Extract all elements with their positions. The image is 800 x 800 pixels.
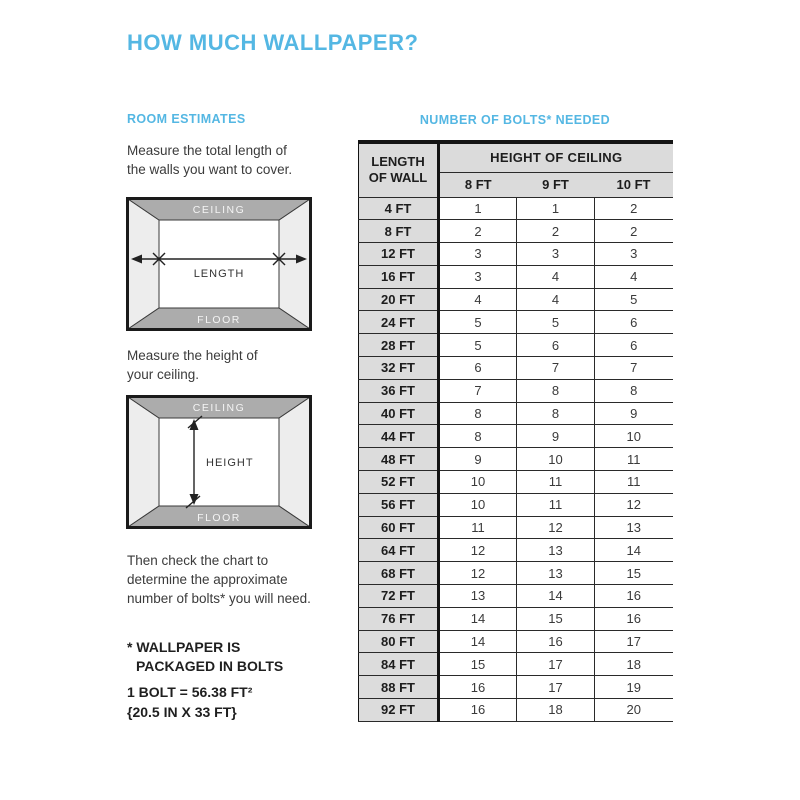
bolt-count-cell: 7 [517, 357, 595, 380]
wall-length-cell: 44 FT [359, 425, 439, 448]
bolt-count-cell: 6 [439, 357, 517, 380]
wall-length-cell: 16 FT [359, 265, 439, 288]
instruction-length [127, 141, 292, 179]
bolt-count-cell: 11 [517, 493, 595, 516]
bolt-count-cell: 8 [439, 402, 517, 425]
table-row [359, 471, 673, 494]
floor-label: FLOOR [197, 314, 241, 326]
table-row [359, 448, 673, 471]
bolt-count-cell: 13 [595, 516, 673, 539]
table-row [359, 585, 673, 608]
wall-length-cell: 72 FT [359, 585, 439, 608]
bolt-count-cell: 17 [595, 630, 673, 653]
bolt-count-cell: 13 [517, 562, 595, 585]
bolt-count-cell: 15 [517, 607, 595, 630]
wall-length-cell: 60 FT [359, 516, 439, 539]
bolt-count-cell: 6 [595, 334, 673, 357]
instruction-chart-line3: number of bolts* you will need. [127, 591, 311, 606]
table-row [359, 562, 673, 585]
column-header-8ft: 8 FT [439, 172, 517, 197]
bolt-count-cell: 10 [439, 471, 517, 494]
table-row [359, 699, 673, 722]
bolt-count-cell: 8 [595, 379, 673, 402]
bolt-count-cell: 15 [439, 653, 517, 676]
wall-length-cell: 12 FT [359, 243, 439, 266]
bolt-count-cell: 11 [595, 471, 673, 494]
bolt-count-cell: 4 [595, 265, 673, 288]
bolt-count-cell: 18 [517, 699, 595, 722]
bolt-count-cell: 12 [439, 562, 517, 585]
bolt-count-cell: 20 [595, 699, 673, 722]
formula-line2: {20.5 IN X 33 FT} [127, 703, 237, 720]
table-row [359, 265, 673, 288]
bolt-count-cell: 11 [517, 471, 595, 494]
bolt-count-cell: 16 [595, 585, 673, 608]
table-row [359, 516, 673, 539]
table-row [359, 425, 673, 448]
bolt-count-cell: 9 [517, 425, 595, 448]
wall-length-cell: 56 FT [359, 493, 439, 516]
bolt-count-cell: 3 [595, 243, 673, 266]
bolt-count-cell: 5 [439, 311, 517, 334]
bolt-count-cell: 14 [595, 539, 673, 562]
bolt-count-cell: 8 [517, 402, 595, 425]
note-line1: * WALLPAPER IS [127, 639, 241, 655]
table-row [359, 220, 673, 243]
bolt-count-cell: 5 [517, 311, 595, 334]
instruction-height-line1: Measure the height of [127, 348, 258, 363]
table-row [359, 197, 673, 220]
instruction-chart-line2: determine the approximate [127, 572, 288, 587]
wall-length-cell: 88 FT [359, 676, 439, 699]
wall-length-cell: 52 FT [359, 471, 439, 494]
bolt-count-cell: 3 [439, 243, 517, 266]
bolt-count-cell: 19 [595, 676, 673, 699]
instruction-height-line2: your ceiling. [127, 367, 200, 382]
bolt-count-cell: 8 [439, 425, 517, 448]
bolt-count-cell: 9 [595, 402, 673, 425]
table-row [359, 493, 673, 516]
table-row [359, 379, 673, 402]
wall-length-cell: 64 FT [359, 539, 439, 562]
bolt-count-cell: 11 [595, 448, 673, 471]
bolt-count-cell: 13 [439, 585, 517, 608]
table-row [359, 630, 673, 653]
bolt-count-cell: 4 [517, 265, 595, 288]
bolt-count-cell: 1 [439, 197, 517, 220]
bolt-count-cell: 16 [439, 676, 517, 699]
column-header-10ft: 10 FT [595, 172, 673, 197]
floor-label: FLOOR [197, 512, 241, 524]
wall-length-cell: 36 FT [359, 379, 439, 402]
instruction-length-line1: Measure the total length of [127, 143, 287, 158]
wall-length-cell: 84 FT [359, 653, 439, 676]
room-height-diagram [126, 395, 312, 529]
length-of-wall-line1: LENGTH [371, 154, 425, 170]
instruction-height [127, 346, 258, 384]
bolt-count-cell: 7 [595, 357, 673, 380]
formula-line1: 1 BOLT = 56.38 FT² [127, 684, 253, 700]
bolts-needed-heading: NUMBER OF BOLTS* NEEDED [419, 113, 611, 127]
table-row [359, 402, 673, 425]
bolt-count-cell: 4 [517, 288, 595, 311]
wall-length-cell: 8 FT [359, 220, 439, 243]
bolt-count-cell: 11 [439, 516, 517, 539]
bolt-count-cell: 17 [517, 676, 595, 699]
wall-length-cell: 80 FT [359, 630, 439, 653]
table-row [359, 607, 673, 630]
bolt-count-cell: 18 [595, 653, 673, 676]
bolt-count-cell: 14 [439, 607, 517, 630]
bolt-count-cell: 5 [439, 334, 517, 357]
bolt-count-cell: 12 [517, 516, 595, 539]
page-title: HOW MUCH WALLPAPER? [127, 30, 419, 55]
bolt-count-cell: 6 [595, 311, 673, 334]
table-row [359, 243, 673, 266]
table-row [359, 288, 673, 311]
instruction-chart-line1: Then check the chart to [127, 553, 269, 568]
bolt-count-cell: 2 [595, 220, 673, 243]
bolt-count-cell: 5 [595, 288, 673, 311]
length-of-wall-line2: OF WALL [368, 170, 428, 186]
bolt-count-cell: 16 [517, 630, 595, 653]
bolt-count-cell: 10 [439, 493, 517, 516]
table-row [359, 539, 673, 562]
bolt-count-cell: 14 [517, 585, 595, 608]
wall-length-cell: 4 FT [359, 197, 439, 220]
ceiling-label: CEILING [192, 204, 246, 216]
bolt-count-cell: 17 [517, 653, 595, 676]
bolt-count-cell: 13 [517, 539, 595, 562]
wall-length-cell: 92 FT [359, 699, 439, 722]
height-of-ceiling-header: HEIGHT OF CEILING [439, 142, 673, 172]
bolt-count-cell: 8 [517, 379, 595, 402]
bolt-count-cell: 15 [595, 562, 673, 585]
note-line2: PACKAGED IN BOLTS [136, 658, 284, 674]
bolt-count-cell: 9 [439, 448, 517, 471]
bolt-count-cell: 3 [439, 265, 517, 288]
table-row [359, 334, 673, 357]
length-label: LENGTH [193, 268, 245, 280]
wall-length-cell: 76 FT [359, 607, 439, 630]
table-row [359, 676, 673, 699]
bolt-count-cell: 1 [517, 197, 595, 220]
bolt-count-cell: 12 [439, 539, 517, 562]
bolt-count-cell: 16 [439, 699, 517, 722]
bolt-count-cell: 12 [595, 493, 673, 516]
bolt-count-cell: 7 [439, 379, 517, 402]
wall-length-cell: 20 FT [359, 288, 439, 311]
bolt-count-cell: 10 [517, 448, 595, 471]
bolts-table-body [359, 197, 673, 721]
table-row [359, 311, 673, 334]
length-of-wall-header [359, 142, 439, 197]
table-header-row-1 [359, 142, 673, 172]
wallpaper-bolts-note [127, 638, 283, 676]
wall-length-cell: 40 FT [359, 402, 439, 425]
bolt-count-cell: 16 [595, 607, 673, 630]
bolt-count-cell: 14 [439, 630, 517, 653]
height-label: HEIGHT [206, 457, 254, 469]
column-header-9ft: 9 FT [517, 172, 595, 197]
table-row [359, 357, 673, 380]
instruction-length-line2: the walls you want to cover. [127, 162, 293, 177]
room-length-diagram [126, 197, 312, 331]
instruction-chart [127, 551, 311, 608]
wall-length-cell: 32 FT [359, 357, 439, 380]
bolt-count-cell: 2 [595, 197, 673, 220]
bolt-count-cell: 10 [595, 425, 673, 448]
bolt-size-formula [127, 683, 252, 722]
bolt-count-cell: 6 [517, 334, 595, 357]
ceiling-label: CEILING [192, 402, 246, 414]
wall-length-cell: 48 FT [359, 448, 439, 471]
table-row [359, 653, 673, 676]
bolts-table [358, 140, 673, 722]
bolt-count-cell: 3 [517, 243, 595, 266]
bolt-count-cell: 2 [439, 220, 517, 243]
bolt-count-cell: 2 [517, 220, 595, 243]
right-wall-shape [279, 397, 310, 527]
wall-length-cell: 68 FT [359, 562, 439, 585]
bolt-count-cell: 4 [439, 288, 517, 311]
wall-length-cell: 24 FT [359, 311, 439, 334]
room-estimates-heading: ROOM ESTIMATES [127, 112, 246, 126]
left-wall-shape [128, 397, 159, 527]
wall-length-cell: 28 FT [359, 334, 439, 357]
